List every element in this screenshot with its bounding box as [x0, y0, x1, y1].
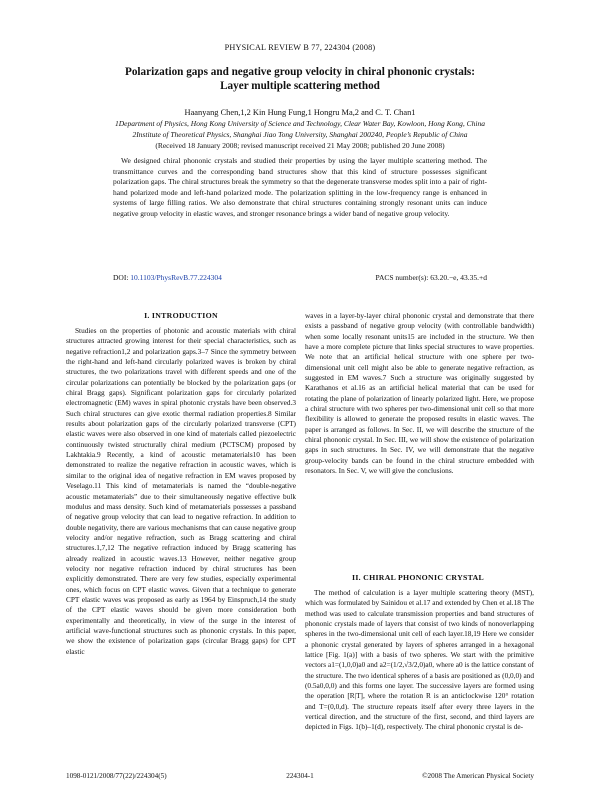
- section-heading-chiral-phononic-crystal: II. CHIRAL PHONONIC CRYSTAL: [351, 573, 484, 582]
- pacs-numbers: PACS number(s): 63.20.−e, 43.35.+d: [375, 273, 487, 282]
- body-column-right-bottom: The method of calculation is a layer multiple scattering theory (MST), which was formulated by Sainidou et al.17 and extended by Chen et al.18 The method was used to calculate transmission properties and band structures of phononic crystals made of layers that consist of two kinds of nonoverlapping spheres in the two-dimensional unit cell of each layer.18,19 Here we consider a phononic crystal generated by layers of spheres arranged in a hexagonal lattice [Fig. 1(a)] with a basis of two spheres. We start with the primitive vectors a1=(1,0,0)a0 and a2=(1/2,√3/2,0)a0, where a0 is the lattice constant of the structure. The two identical spheres of a basis are positioned as (0,0,0) and (0.5a0,0,0) and this forms one layer. The successive layers are formed using the operation [R|T], where the rotation R is an anticlockwise 120° rotation and T=(0,0,d). The structure repeats itself after every three layers in the vertical direction, and the structure of the first, second, and third layers are depicted in Figs. 1(b)–1(d), respectively. The chiral phononic crystal is de-: [305, 588, 534, 732]
- title-line-1: Polarization gaps and negative group velocity in chiral phononic crystals:: [124, 66, 476, 78]
- received-dates: (Received 18 January 2008; revised manuscript received 21 May 2008; published 20 June 2008): [155, 141, 445, 150]
- doi-link[interactable]: 10.1103/PhysRevB.77.224304: [130, 273, 222, 282]
- title-line-2: Layer multiple scattering method: [220, 79, 380, 92]
- abstract: We designed chiral phononic crystals and studied their properties by using the layer multiple scattering method. The transmittance curves and the corresponding band structures show that this kind of structure possesses significant polarization gaps. The chiral structures break the symmetry so that the degenerate transverse modes split into a pair of right-hand polarized mode and left-hand polarized mode. The polarization splitting in the low-frequency range is enhanced in systems of large filling ratios. We also demonstrate that chiral structures containing strongly resonant units can induce negative group velocity in elastic waves, and stronger resonance brings a wider band of negative group velocity.: [113, 156, 487, 218]
- author-list: Haanyang Chen,1,2 Kin Hung Fung,1 Hongru Ma,2 and C. T. Chan1: [184, 108, 416, 117]
- copyright: ©2008 The American Physical Society: [422, 772, 534, 780]
- affiliation-1: 1Department of Physics, Hong Kong University of Science and Technology, Clear Water Bay, Kowloon, Hong Kong, China: [114, 119, 486, 128]
- body-column-right-top: waves in a layer-by-layer chiral phononic crystal and demonstrate that there exists a passband of negative group velocity (with controllable bandwidth) when some locally resonant units15 are included in the structure. We then have a more complete picture that links special structures to wave properties. We note that an artificial helical structure with one sphere per two-dimensional unit cell might also be able to generate negative refraction, as suggested in EM waves.7 Such a structure was originally suggested by Karathanos et al.16 as an artificial helical material that can be used for rotating the plane of polarization of linearly polarized light. Here, we propose a chiral structure with two spheres per two-dimensional unit cell so that more flexibility is allowed to generate the proposed results in elastic waves. The paper is arranged as follows. In Sec. II, we will describe the structure of the chiral phononic crystal. In Sec. III, we will show the existence of polarization gaps in such structures. In Sec. IV, we will demonstrate that the negative group-velocity bands can be found in the chiral structure embedded with resonators. In Sec. V, we will give the conclusions.: [305, 311, 534, 476]
- body-column-left: Studies on the properties of photonic and acoustic materials with chiral structures attracted growing interest for their special characteristics, such as negative refraction1,2 and polarization gaps.3–7 Since the symmetry between the right-hand and left-hand circularly polarized waves is broken by chiral structures, the two polarizations travel with different speeds and one of the circular polarizations can potentially be blocked by the polarization gaps (or chiral Bragg gaps). Significant polarization gaps for circularly polarized electromagnetic (EM) waves in spiral photonic crystals have been observed.3 Such chiral structures can give exotic thermal radiation properties.8 Similar results about polarization gaps of the circularly polarized transverse (CPT) elastic waves were also observed in one kind of materials called piezoelectric continuously twisted structurally chiral medium (PCTSCM) proposed by Lakhtakia.9 Recently, a kind of acoustic metamaterials10 has been demonstrated to realize the negative refraction in acoustic waves, which is similar to the original idea of negative refraction in EM waves proposed by Veselago.11 This kind of metamaterials is named the “double-negative acoustic metamaterials” due to their simultaneously negative effective bulk modulus and mass density. Such kind of metamaterials possesses a passband of negative group velocity that can lead to negative refraction. In addition to double negativity, there are various mechanisms that can cause negative group velocity and/or negative refraction, such as Bragg scattering and chiral structures.1,7,12 The negative refraction induced by Bragg scattering has already realized in acoustic waves.13 However, neither negative group velocity nor negative refraction induced by chiral structures has been explicitly demonstrated. There are very few studies, especially experimental ones, which focus on CPT elastic waves. Given that a technique to generate CPT elastic waves was proposed as early as 1964 by Einspruch,14 the study of the CPT elastic waves should be given more consideration both experimentally and theoretically, in view of the surge in the interest of artificial wave-functional structures such as phononic crystals. In this paper, we show the existence of polarization gaps (circular Bragg gaps) for CPT elastic: [66, 326, 296, 656]
- page-number: 224304-1: [286, 772, 314, 780]
- footer-code: 1098-0121/2008/77(22)/224304(5): [66, 772, 167, 780]
- doi: [113, 273, 222, 282]
- section-heading-introduction: I. INTRODUCTION: [144, 311, 218, 320]
- doi-label: DOI:: [113, 273, 129, 282]
- journal-header: PHYSICAL REVIEW B 77, 224304 (2008): [224, 43, 376, 52]
- paper-title: [60, 66, 540, 93]
- affiliation-2: 2Institute of Theoretical Physics, Shanghai Jiao Tong University, Shanghai 200240, People’s Republic of China: [132, 130, 468, 139]
